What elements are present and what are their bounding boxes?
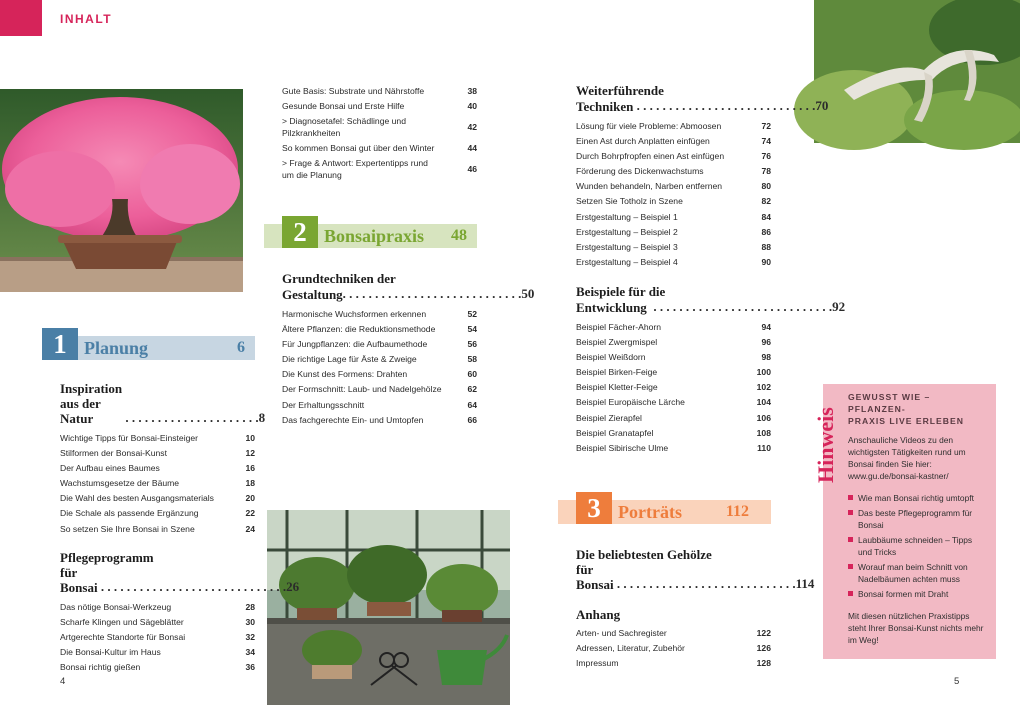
toc-entry[interactable]: > Diagnosetafel: Schädlinge und Pilzkrankheiten 42 (282, 116, 477, 138)
hint-intro: Anschauliche Videos zu den wichtigsten Tätigkeiten rund um Bonsai finden Sie hier: www.gu.de/bonsai-kastner/ (848, 435, 966, 481)
chapter-2-band[interactable] (264, 216, 477, 248)
toc-entry[interactable]: Der Formschnitt: Laub- und Nadelgehölze 62 (282, 384, 477, 395)
bullet-square-icon (848, 591, 853, 596)
toc-entry[interactable]: Die Schale als passende Ergänzung 22 (60, 508, 255, 519)
toc-entry[interactable]: Scharfe Klingen und Sägeblätter 30 (60, 616, 255, 627)
toc-entry[interactable]: Wachstumsgesetze der Bäume 18 (60, 478, 255, 489)
toc-entry[interactable]: Ältere Pflanzen: die Reduktionsmethode 54 (282, 324, 477, 335)
toc-entry[interactable]: Erstgestaltung – Beispiel 4 90 (576, 256, 771, 267)
page-number-left: 4 (60, 676, 66, 687)
section-heading[interactable]: Pflegeprogramm für Bonsai . . . . . . . . . . . . . . . . . . . . . . . . . . . . . 26 (60, 549, 300, 595)
toc-entry[interactable]: So setzen Sie Ihre Bonsai in Szene 24 (60, 523, 255, 534)
greenhouse-bonsai-photo (267, 510, 510, 705)
toc-entry[interactable]: Die Wahl des besten Ausgangsmaterials 20 (60, 493, 255, 504)
toc-entry[interactable]: Erstgestaltung – Beispiel 2 86 (576, 226, 771, 237)
toc-entry[interactable]: Der Aufbau eines Baumes 16 (60, 463, 255, 474)
toc-entry[interactable]: Bonsai richtig gießen 36 (60, 662, 255, 673)
hint-list-item: Laubbäume schneiden – Tipps und Tricks (848, 534, 988, 558)
toc-entry[interactable]: Die Kunst des Formens: Drahten 60 (282, 369, 477, 380)
toc-column-2-top (282, 84, 477, 183)
toc-entry[interactable]: Beispiel Weißdorn 98 (576, 352, 771, 363)
azalea-bonsai-photo (0, 89, 243, 292)
chapter-3-page: 112 (725, 503, 749, 520)
toc-entry[interactable]: Adressen, Literatur, Zubehör 126 (576, 643, 771, 654)
toc-entry[interactable]: Beispiel Europäische Lärche 104 (576, 397, 771, 408)
toc-entry[interactable]: Förderung des Dickenwachstums 78 (576, 166, 771, 177)
chapter-1-number: 1 (42, 328, 78, 360)
toc-entry[interactable]: Erstgestaltung – Beispiel 3 88 (576, 241, 771, 252)
bullet-square-icon (848, 564, 853, 569)
chapter-1-band[interactable] (42, 328, 255, 360)
chapter-2-number: 2 (282, 216, 318, 248)
toc-column-1 (60, 381, 300, 675)
pine-deadwood-photo (814, 0, 1020, 143)
section-heading[interactable]: Weiterführende Techniken . . . . . . . . . . . . . . . . . . . . . . . . . . . . 70 (576, 83, 829, 114)
hint-vertical-label (792, 395, 850, 515)
chapter-2-title: Bonsaipraxis (324, 225, 425, 246)
chapter-1-page: 6 (237, 339, 245, 356)
toc-column-2-bottom (282, 271, 535, 428)
toc-entry[interactable]: Lösung für viele Probleme: Abmoosen 72 (576, 121, 771, 131)
toc-entry[interactable]: Harmonische Wuchsformen erkennen 52 (282, 309, 477, 319)
section-heading[interactable]: Inspiration aus der Natur . . . . . . . . . . . . . . . . . . . . . 8 (60, 381, 266, 426)
toc-entry[interactable]: So kommen Bonsai gut über den Winter 44 (282, 143, 477, 154)
toc-entry[interactable]: Beispiel Sibirische Ulme 110 (576, 442, 771, 453)
toc-entry[interactable]: Gute Basis: Substrate und Nährstoffe 38 (282, 86, 477, 96)
toc-entry[interactable]: Der Erhaltungsschnitt 64 (282, 399, 477, 410)
toc-entry[interactable]: > Frage & Antwort: Expertentipps rund um die Planung 46 (282, 158, 477, 180)
toc-entry[interactable]: Arten- und Sachregister 122 (576, 628, 771, 638)
anhang-heading[interactable]: Anhang (576, 607, 621, 622)
toc-entry[interactable]: Wunden behandeln, Narben entfernen 80 (576, 181, 771, 192)
page-header-label: INHALT (60, 12, 113, 26)
hint-title-line-2: PRAXIS LIVE ERLEBEN (848, 416, 964, 426)
toc-entry[interactable]: Das fachgerechte Ein- und Umtopfen 66 (282, 414, 477, 425)
hint-list-item: Wie man Bonsai richtig umtopft (848, 492, 988, 504)
bullet-square-icon (848, 537, 853, 542)
toc-entry[interactable]: Wichtige Tipps für Bonsai-Einsteiger 10 (60, 433, 255, 443)
toc-entry[interactable]: Einen Ast durch Anplatten einfügen 74 (576, 136, 771, 147)
hint-list-item: Worauf man beim Schnitt von Nadelbäumen achten muss (848, 561, 988, 585)
toc-entry[interactable]: Setzen Sie Totholz in Szene 82 (576, 196, 771, 207)
toc-entry[interactable]: Beispiel Zierapfel 106 (576, 412, 771, 423)
toc-entry[interactable]: Erstgestaltung – Beispiel 1 84 (576, 211, 771, 222)
chapter-3-title: Porträts (618, 501, 682, 522)
hint-list-item: Bonsai formen mit Draht (848, 588, 988, 600)
chapter-2-page: 48 (451, 227, 467, 244)
toc-entry[interactable]: Impressum 128 (576, 658, 771, 669)
toc-entry[interactable]: Beispiel Granatapfel 108 (576, 427, 771, 438)
hint-outro: Mit diesen nützlichen Praxistipps steht Ihrer Bonsai-Kunst nichts mehr im Weg! (848, 611, 984, 645)
section-heading[interactable]: Grundtechniken der Gestaltung . . . . . . . . . . . . . . . . . . . . . . . . . . . . 50 (282, 271, 535, 302)
toc-entry[interactable]: Artgerechte Standorte für Bonsai 32 (60, 631, 255, 642)
toc-entry[interactable]: Die Bonsai-Kultur im Haus 34 (60, 646, 255, 657)
section-heading[interactable]: Die beliebtesten Gehölze für Bonsai . . . . . . . . . . . . . . . . . . . . . . . . . . . . 114 (576, 547, 815, 592)
toc-entry[interactable]: Beispiel Fächer-Ahorn 94 (576, 321, 771, 332)
toc-column-3-bottom (576, 547, 815, 671)
hint-list-item: Das beste Pflegeprogramm für Bonsai (848, 507, 988, 531)
toc-entry[interactable]: Die richtige Lage für Äste & Zweige 58 (282, 354, 477, 365)
toc-entry[interactable]: Das nötige Bonsai-Werkzeug 28 (60, 601, 255, 612)
toc-entry[interactable]: Beispiel Birken-Feige 100 (576, 367, 771, 378)
page-number-right: 5 (954, 676, 960, 687)
svg-text:Hinweis: Hinweis (813, 407, 838, 483)
chapter-3-band[interactable] (558, 492, 771, 524)
toc-entry[interactable]: Durch Bohrpfropfen einen Ast einfügen 76 (576, 151, 771, 162)
section-heading[interactable]: Beispiele für die Entwicklung . . . . . . . . . . . . . . . . . . . . . . . . . . . . 92 (576, 283, 846, 315)
hint-list (848, 492, 988, 600)
toc-entry[interactable]: Gesunde Bonsai und Erste Hilfe 40 (282, 101, 477, 112)
chapter-3-number: 3 (576, 492, 612, 524)
toc-entry[interactable]: Beispiel Kletter-Feige 102 (576, 382, 771, 393)
chapter-1-title: Planung (84, 337, 149, 358)
toc-entry[interactable]: Stilformen der Bonsai-Kunst 12 (60, 448, 255, 459)
toc-entry[interactable]: Für Jungpflanzen: die Aufbaumethode 56 (282, 339, 477, 350)
header-color-tag (0, 0, 42, 36)
hint-title-line-1: GEWUSST WIE – PFLANZEN- (848, 392, 931, 414)
toc-entry[interactable]: Beispiel Zwergmispel 96 (576, 337, 771, 348)
